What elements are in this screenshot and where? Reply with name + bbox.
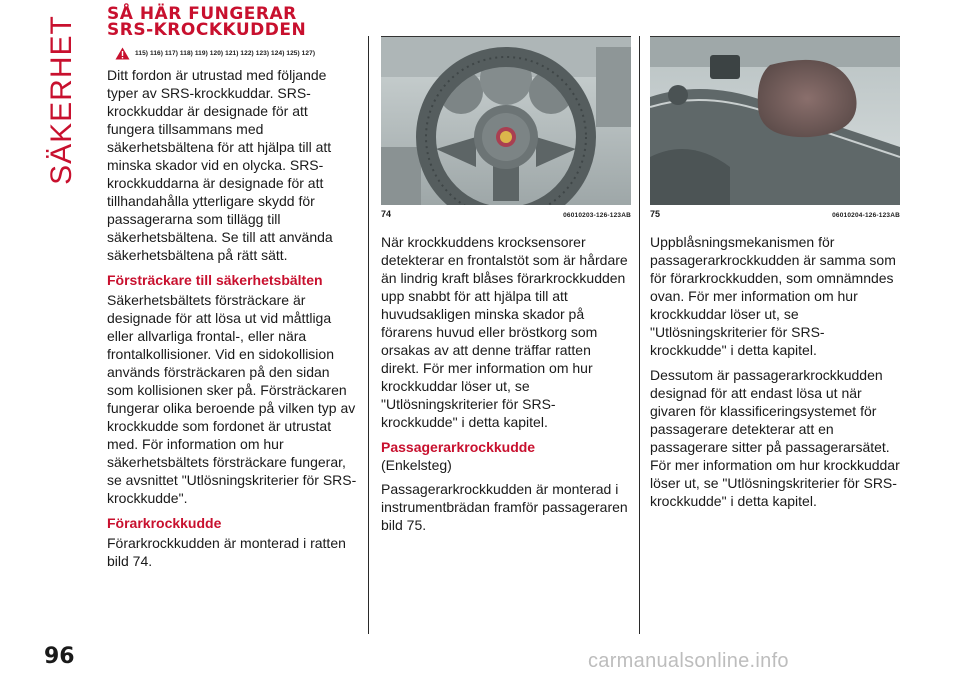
passenger-airbag-paragraph: Passagerarkrockkudden är monterad i instrumentbrädan framför passageraren bild 75. — [381, 481, 628, 533]
driver-airbag-paragraph: Förarkrockkudden är monterad i ratten bild 74. — [107, 535, 346, 569]
site-watermark: carmanualsonline.info — [588, 650, 789, 672]
column-divider — [368, 36, 369, 634]
section-title — [107, 6, 357, 38]
pretensioner-paragraph: Säkerhetsbältets försträckare är designade för att lösa ut vid måttliga eller allvarliga frontal-, eller nära frontalkollisioner. Vid en sidokollision används försträckaren på den sidan som kollisionen sker på. Försträckaren fungerar olika beroende på vilken typ av krockkudde som fordonet är utrustat med. För information om hur säkerhetsbältets försträckare fungerar, se avsnittet "Utlösningskriterier för SRS-krockkudde". — [107, 292, 357, 506]
figure-number: 75 — [650, 209, 661, 219]
title-line-2: SRS-KROCKKUDDEN — [107, 20, 307, 40]
heading-passenger-airbag: Passagerarkrockkudde — [381, 439, 536, 455]
passenger-airbag-illustration — [650, 37, 900, 205]
heading-driver-airbag: Förarkrockkudde — [107, 515, 222, 531]
column-divider — [639, 36, 640, 634]
steering-wheel-illustration — [381, 37, 631, 205]
column-2 — [381, 36, 631, 541]
section-side-tab — [42, 15, 82, 185]
heading-pretensioner: Försträckare till säkerhetsbälten — [107, 272, 323, 288]
warning-refs-text: 115) 116) 117) 118) 119) 120) 121) 122) 123) 124) 125) 127) — [135, 50, 316, 57]
figure-code: 06010203-126-123AB — [563, 212, 631, 219]
figure-steering-wheel — [381, 36, 631, 205]
column-1 — [107, 6, 357, 577]
passenger-stage: (Enkelsteg) — [381, 457, 452, 473]
inflation-paragraph: Uppblåsningsmekanismen för passagerarkrockkudden är samma som för förarkrockkudden, som omnämndes ovan. För mer information om hur krockkuddar löser ut, se "Utlösningskriterier för SRS-krockkudde" i detta kapitel. — [650, 234, 896, 358]
intro-paragraph: Ditt fordon är utrustad med följande typer av SRS-krockkuddar. SRS-krockkuddar är designade för att fungera tillsammans med säkerhetsbältena för att hjälpa till att minska skador vid en olycka. SRS-krockkuddarna är designade för att tillhandahålla ytterligare skydd för passagerarna som tillägg till säkerhetsbältena. Se till att använda säkerhetsbältena på rätt sätt. — [107, 67, 333, 263]
section-label: SÄKERHET — [45, 15, 78, 185]
warning-references — [115, 47, 357, 60]
classification-paragraph: Dessutom är passagerarkrockkudden designad för att endast lösa ut när givaren för klassificeringsystemet för passagerare detekterar att en passagerare sitter på passagerarsätet. För mer information om hur krockkuddar löser ut, se "Utlösningskriterier för SRS-krockkudde" i detta kapitel. — [650, 367, 900, 509]
warning-triangle-icon — [115, 47, 130, 60]
figure-number: 74 — [381, 209, 392, 219]
figure-caption — [381, 209, 631, 219]
figure-code: 06010204-126-123AB — [832, 212, 900, 219]
column-3 — [650, 36, 900, 517]
title-line-1: SÅ HÄR FUNGERAR — [107, 4, 297, 24]
sensor-paragraph: När krockkuddens krocksensorer detekterar en frontalstöt som är hårdare än lindrig kraft blåses förarkrockkudden upp snabbt för att hjälpa till att huvudsakligen minska skador på förarens huvud eller bröstkorg som orsakas av att denne träffar ratten direkt. För mer information om hur krockkuddar löser ut, se "Utlösningskriterier för SRS-krockkudde" i detta kapitel. — [381, 234, 628, 430]
figure-caption — [650, 209, 900, 219]
figure-passenger-airbag — [650, 36, 900, 205]
page-number: 96 — [44, 644, 75, 669]
